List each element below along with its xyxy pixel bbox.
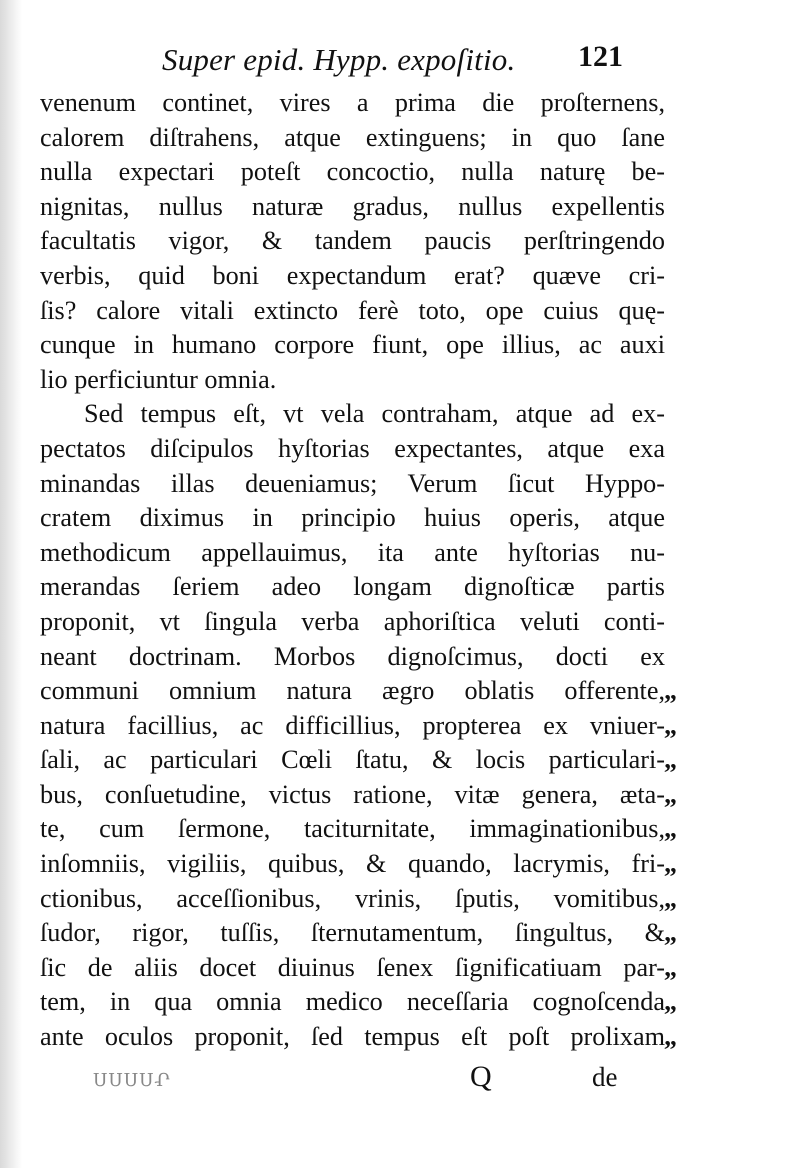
- quote-mark: „: [664, 745, 677, 775]
- show-through-text: ԴՍՍՍՍ: [92, 1070, 170, 1090]
- text-line: pectatos diſcipulos hyſtorias expectantes, atque exa: [40, 433, 665, 463]
- text-line: te, cum ſermone, taciturnitate, immaginationibus,: [40, 814, 665, 844]
- text-line: facultatis vigor, & tandem paucis perſtringendo: [40, 226, 665, 256]
- quote-mark: „: [664, 779, 677, 809]
- catchword: de: [592, 1062, 618, 1092]
- body-text: [40, 86, 665, 1055]
- paragraph-start-line: Sed tempus eſt, vt vela contraham, atque ad ex-: [84, 399, 665, 429]
- text-line: inſomniis, vigiliis, quibus, & quando, lacrymis, fri-: [40, 849, 665, 879]
- text-line: ante oculos proponit, ſed tempus eſt poſt prolixam: [40, 1022, 665, 1052]
- text-line: neant doctrinam. Morbos dignoſcimus, docti ex: [40, 641, 665, 671]
- text-line: ſic de aliis docet diuinus ſenex ſignificatiuam par-: [40, 952, 665, 982]
- text-line: communi omnium natura ægro oblatis offerente,: [40, 676, 665, 706]
- quote-mark: „: [664, 849, 677, 879]
- text-line: proponit, vt ſingula verba aphoriſtica veluti conti-: [40, 606, 665, 636]
- page-number: 121: [578, 40, 623, 73]
- marginal-quotation-marks: [664, 86, 694, 1055]
- text-line: lio perficiuntur omnia.: [40, 364, 277, 394]
- text-line: ctionibus, acceſſionibus, vrinis, ſputis, vomitibus,: [40, 883, 665, 913]
- text-line: merandas ſeriem adeo longam dignoſticæ partis: [40, 572, 665, 602]
- text-line: ſis? calore vitali extincto ferè toto, ope cuius quę-: [40, 295, 665, 325]
- running-title: Super epid. Hypp. expoſitio.: [162, 42, 516, 77]
- quote-mark: „: [664, 676, 677, 706]
- quote-mark: „: [664, 952, 677, 982]
- page-footer: [0, 1058, 800, 1108]
- text-line: ſudor, rigor, tuſſis, ſternutamentum, ſingultus, &: [40, 918, 665, 948]
- text-line: natura facillius, ac difficillius, propterea ex vniuer-: [40, 710, 665, 740]
- quote-mark: „: [664, 1022, 677, 1052]
- quote-mark: „: [664, 814, 677, 844]
- text-line: bus, conſuetudine, victus ratione, vitæ genera, æta-: [40, 779, 665, 809]
- quote-mark: „: [664, 710, 677, 740]
- quote-mark: „: [664, 987, 677, 1017]
- text-line: venenum continet, vires a prima die proſternens,: [40, 88, 665, 117]
- text-line: cratem diximus in principio huius operis, atque: [40, 503, 665, 533]
- page-header: [0, 38, 800, 78]
- quote-mark: „: [664, 918, 677, 948]
- quote-mark: „: [664, 883, 677, 913]
- text-line: cunque in humano corpore fiunt, ope illius, ac auxi: [40, 330, 665, 360]
- text-line: minandas illas deueniamus; Verum ſicut Hyppo-: [40, 468, 665, 498]
- text-line: verbis, quid boni expectandum erat? quæve cri-: [40, 260, 665, 290]
- text-line: nignitas, nullus naturæ gradus, nullus expellentis: [40, 191, 665, 221]
- text-line: ſali, ac particulari Cœli ſtatu, & locis particulari-: [40, 745, 665, 775]
- text-line: methodicum appellauimus, ita ante hyſtorias nu-: [40, 537, 665, 567]
- text-line: calorem diſtrahens, atque extinguens; in quo ſane: [40, 122, 665, 152]
- text-line: tem, in qua omnia medico neceſſaria cognoſcenda: [40, 987, 665, 1017]
- signature-mark: Q: [470, 1060, 492, 1093]
- gutter-shading: [0, 0, 22, 1168]
- text-line: nulla expectari poteſt concoctio, nulla naturę be-: [40, 157, 665, 187]
